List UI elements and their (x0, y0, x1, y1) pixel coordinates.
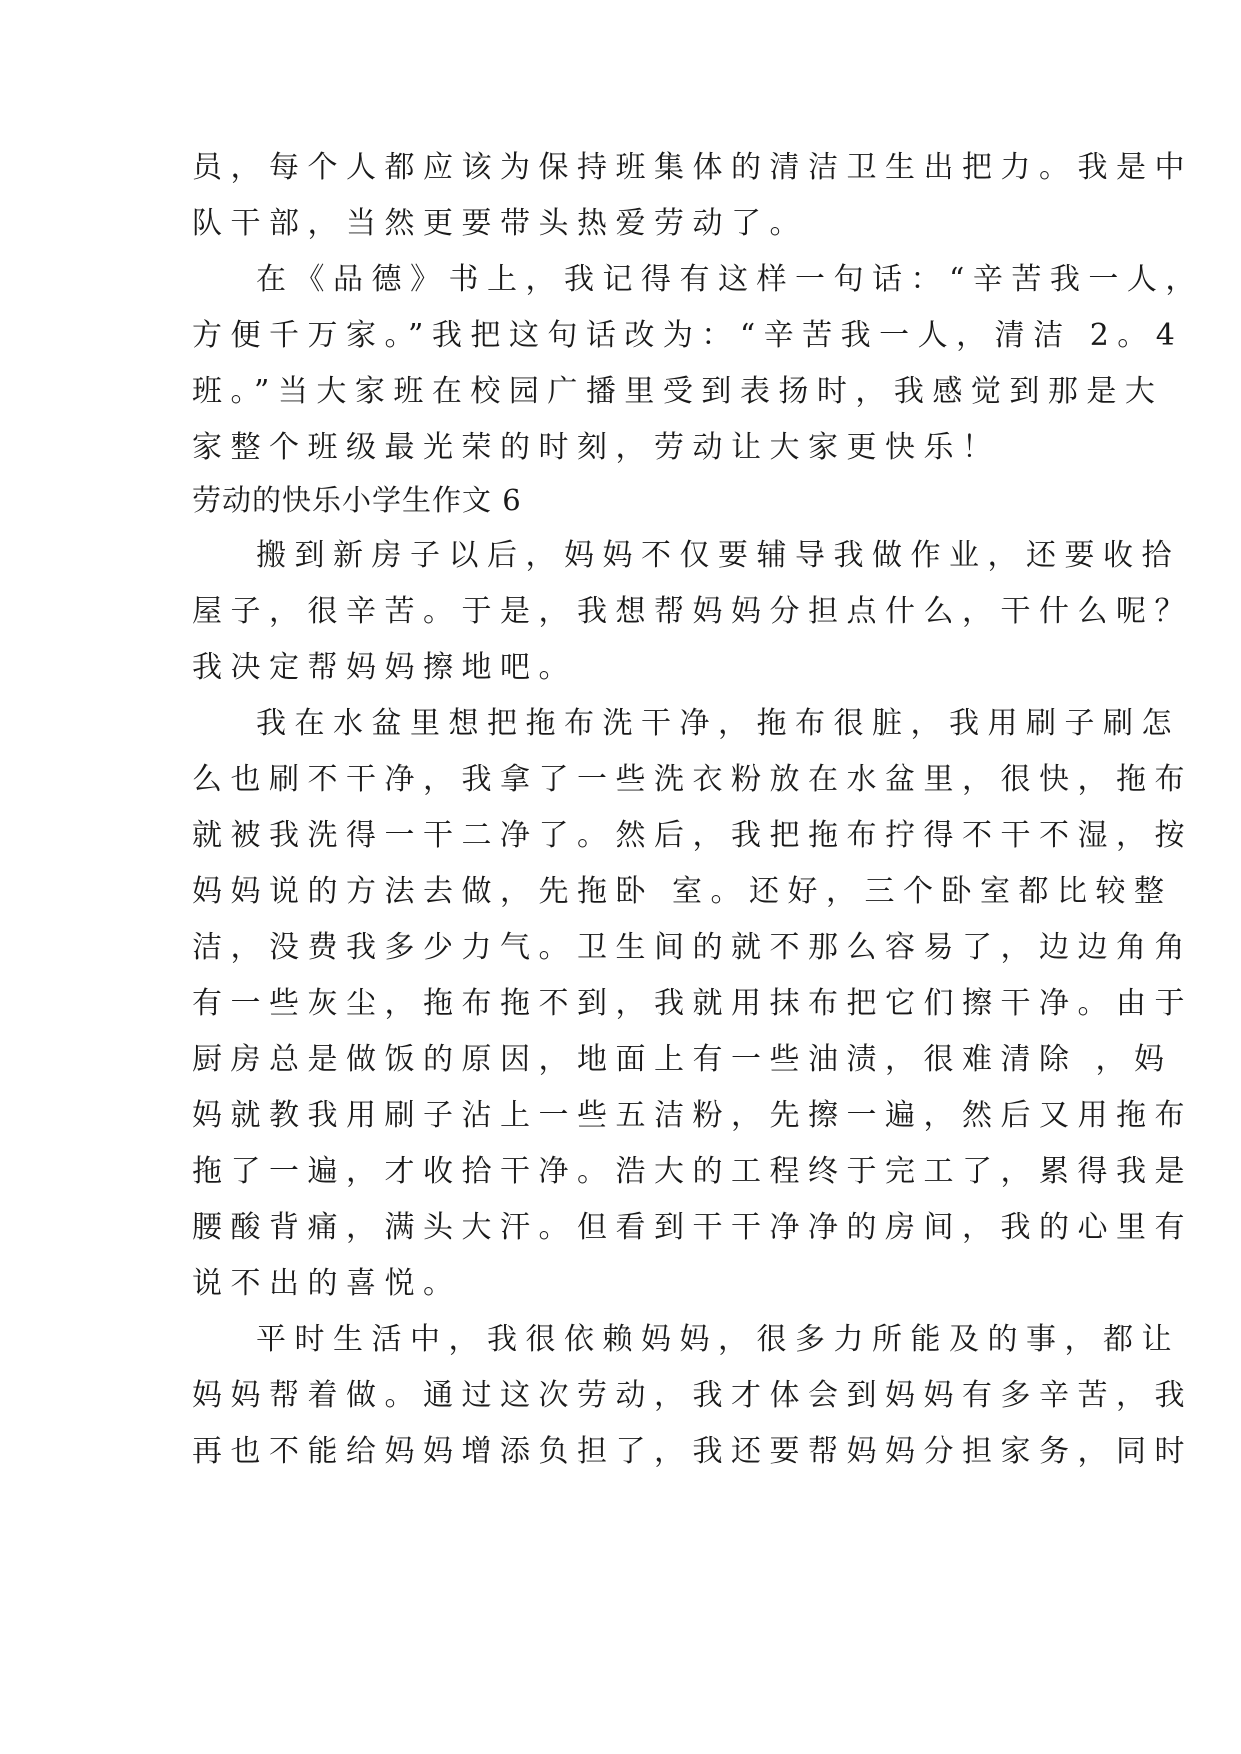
text-line: 就被我洗得一干二净了。然后，我把拖布拧得不干不湿，按 (192, 818, 1193, 853)
section-heading: 劳动的快乐小学生作文 6 (192, 483, 522, 517)
text-line: 么也刷不干净，我拿了一些洗衣粉放在水盆里，很快，拖布 (192, 762, 1193, 797)
text-line: 妈妈说的方法去做，先拖卧 室。还好，三个卧室都比较整 (192, 874, 1173, 909)
text-line: 腰酸背痛，满头大汗。但看到干干净净的房间，我的心里有 (192, 1210, 1193, 1245)
text-line: 我决定帮妈妈擦地吧。 (192, 650, 577, 685)
text-line: 在《品德》书上，我记得有这样一句话：“辛苦我一人， (256, 262, 1204, 297)
text-line: 平时生活中，我很依赖妈妈，很多力所能及的事，都让 (256, 1322, 1180, 1357)
text-line: 家整个班级最光荣的时刻，劳动让大家更快乐！ (192, 430, 1001, 465)
text-line: 再也不能给妈妈增添负担了，我还要帮妈妈分担家务，同时 (192, 1434, 1193, 1469)
text-line: 员，每个人都应该为保持班集体的清洁卫生出把力。我是中 (192, 150, 1193, 185)
text-line: 妈就教我用刷子沾上一些五洁粉，先擦一遍，然后又用拖布 (192, 1098, 1193, 1133)
text-line: 班。”当大家班在校园广播里受到表扬时，我感觉到那是大 (192, 374, 1164, 409)
text-line: 我在水盆里想把拖布洗干净，拖布很脏，我用刷子刷怎 (256, 706, 1180, 741)
text-line: 队干部，当然更要带头热爱劳动了。 (192, 206, 808, 241)
text-line: 方便千万家。”我把这句话改为：“辛苦我一人，清洁 2。4 (192, 318, 1184, 353)
text-line: 搬到新房子以后，妈妈不仅要辅导我做作业，还要收拾 (256, 538, 1180, 573)
text-line: 拖了一遍，才收拾干净。浩大的工程终于完工了，累得我是 (192, 1154, 1193, 1189)
text-line: 说不出的喜悦。 (192, 1266, 462, 1301)
text-line: 屋子，很辛苦。于是，我想帮妈妈分担点什么，干什么呢？ (192, 594, 1193, 629)
text-line: 洁，没费我多少力气。卫生间的就不那么容易了，边边角角 (192, 930, 1193, 965)
text-line: 厨房总是做饭的原因，地面上有一些油渍，很难清除 ，妈 (192, 1042, 1173, 1077)
text-line: 妈妈帮着做。通过这次劳动，我才体会到妈妈有多辛苦，我 (192, 1378, 1193, 1413)
text-line: 有一些灰尘，拖布拖不到，我就用抹布把它们擦干净。由于 (192, 986, 1193, 1021)
